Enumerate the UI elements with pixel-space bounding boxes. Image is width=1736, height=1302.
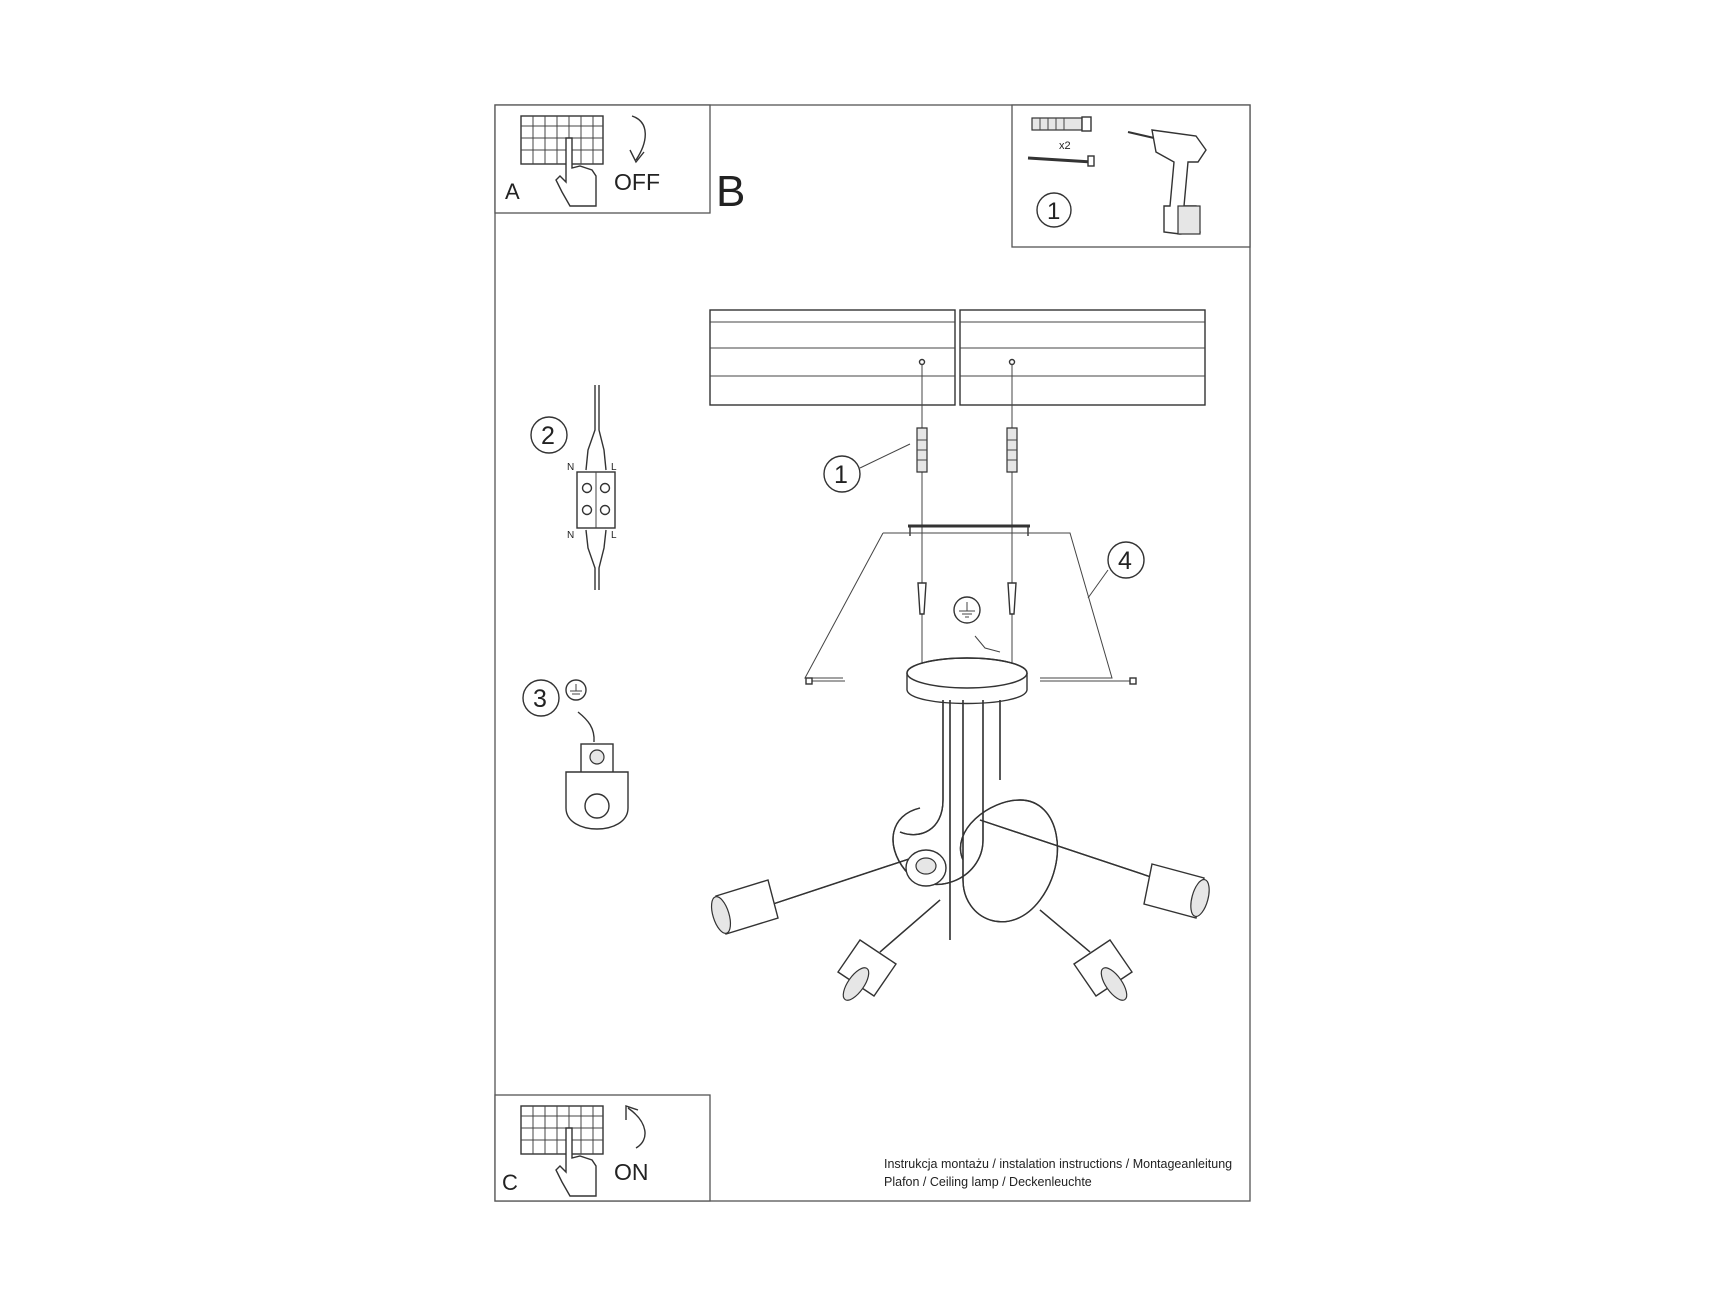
ground-icon: [954, 597, 980, 623]
terminal-n-bottom: N: [567, 530, 575, 541]
off-label: OFF: [614, 169, 660, 195]
step-4-callout: 4: [1118, 547, 1132, 575]
step-1-callout: 1: [834, 461, 848, 489]
panel-a: [495, 105, 710, 213]
quantity-label: x2: [1059, 140, 1071, 152]
panel-a-letter: A: [505, 179, 520, 204]
on-label: ON: [614, 1159, 649, 1185]
wall-plug-icon: [1032, 117, 1091, 131]
tools-panel: [1012, 105, 1250, 247]
ground-icon: [566, 680, 586, 700]
terminal-l-bottom: L: [611, 530, 617, 541]
panel-c-letter: C: [502, 1170, 518, 1195]
page-frame: [495, 105, 1250, 1201]
footer-line-1: Instrukcja montażu / instalation instructions / Montageanleitung: [884, 1157, 1233, 1171]
breaker-icon: [521, 1106, 603, 1154]
bulb-socket-icon: [906, 850, 946, 886]
terminal-l-top: L: [611, 462, 617, 473]
step-3-callout: 3: [533, 685, 547, 713]
footer-line-2: Plafon / Ceiling lamp / Deckenleuchte: [884, 1175, 1092, 1189]
panel-b-letter: B: [716, 167, 746, 216]
terminal-n-top: N: [567, 462, 575, 473]
step-2-callout: 2: [541, 422, 555, 450]
panel-c: [495, 1095, 710, 1201]
tools-step-number: 1: [1047, 198, 1061, 225]
breaker-icon: [521, 116, 603, 164]
